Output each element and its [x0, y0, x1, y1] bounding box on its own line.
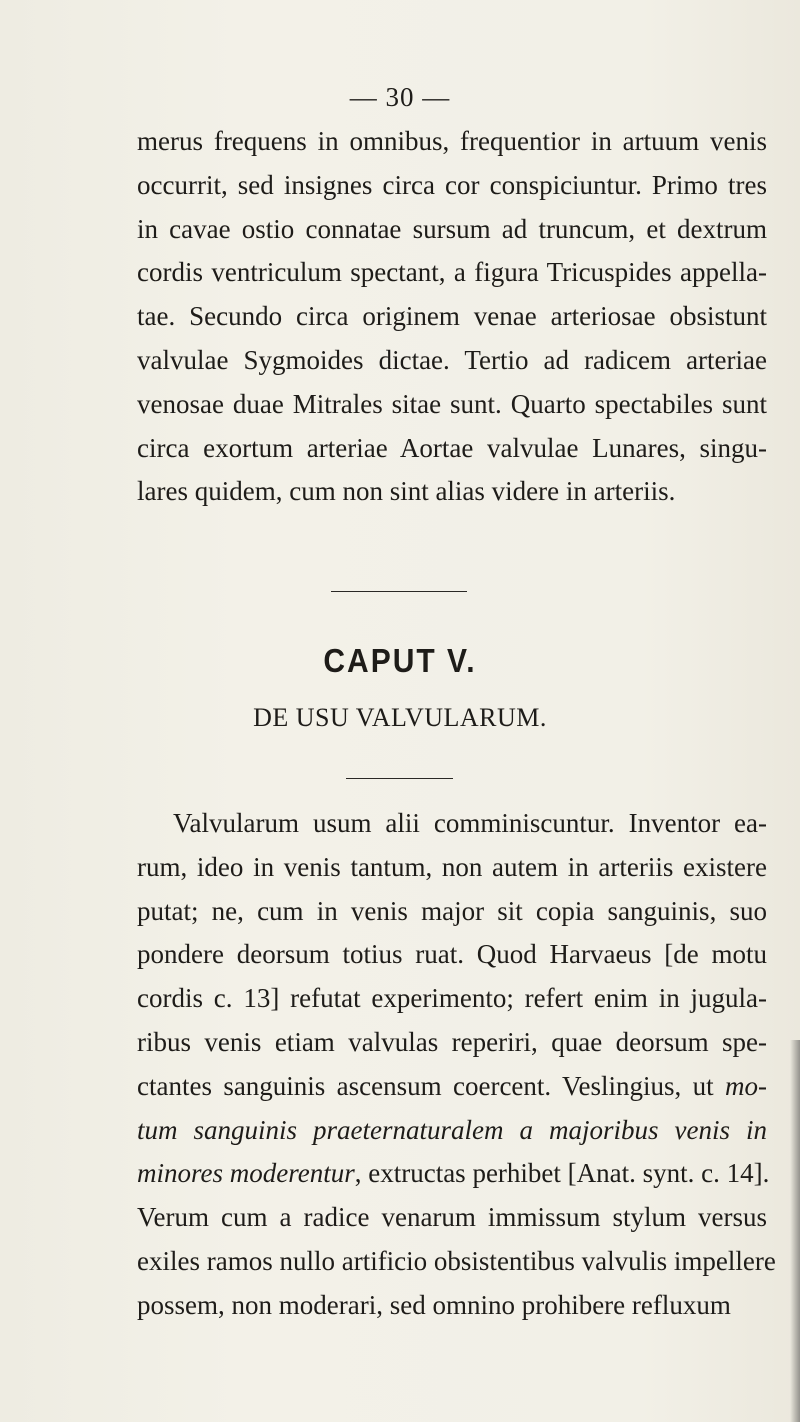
text-line: lares quidem, cum non sint alias videre in arteriis. — [137, 476, 676, 507]
text-run: , extructas perhibet [Anat. synt. c. 14]. — [354, 1158, 770, 1189]
text-line: merus frequens in omnibus, frequentior in artuum venis — [137, 126, 767, 156]
divider-rule-bottom — [346, 778, 453, 779]
paragraph-2 — [137, 802, 776, 1328]
italic-run: tum sanguinis praeternaturalem a majoribus venis in — [137, 1114, 767, 1145]
text-line: putat; ne, cum in venis major sit copia sanguinis, suo — [137, 895, 767, 926]
text-line: tae. Secundo circa originem venae arteriosae obsistunt — [137, 301, 767, 332]
italic-run: mo- — [725, 1070, 767, 1101]
text-line: rum, ideo in venis tantum, non autem in arteriis existere — [137, 851, 767, 882]
text-line: Verum cum a radice venarum immissum stylum versus — [137, 1202, 767, 1233]
text-line: cordis ventriculum spectant, a figura Tricuspides appella- — [137, 257, 767, 288]
text-line — [137, 1152, 770, 1196]
text-line — [137, 1065, 767, 1109]
text-line: venosae duae Mitrales sitae sunt. Quarto spectabiles sunt — [137, 388, 767, 419]
chapter-subtitle: DE USU VALVULARUM. — [253, 703, 547, 732]
text-line: circa exortum arteriae Aortae valvulae Lunares, singu- — [137, 432, 767, 463]
page-edge-shadow — [790, 1040, 800, 1422]
text-line: ribus venis etiam valvulas reperiri, quae deorsum spe- — [137, 1026, 767, 1057]
text-line: cordis c. 13] refutat experimento; refert enim in jugula- — [137, 983, 767, 1014]
text-line: possem, non moderari, sed omnino prohibere refluxum — [137, 1289, 731, 1320]
text-run: ctantes sanguinis ascensum coercent. Veslingius, ut — [137, 1070, 725, 1101]
text-line: valvulae Sygmoides dictae. Tertio ad radicem arteriae — [137, 344, 767, 375]
paragraph-1 — [137, 120, 767, 514]
text-line: occurrit, sed insignes circa cor conspiciuntur. Primo tres — [137, 169, 767, 200]
text-line: in cavae ostio connatae sursum ad truncum, et dextrum — [137, 213, 767, 244]
chapter-title: CAPUT V. — [323, 642, 477, 680]
text-line: exiles ramos nullo artificio obsistentibus valvulis impellere — [137, 1245, 776, 1276]
page-number: — 30 — — [349, 82, 451, 112]
text-line — [137, 1109, 767, 1153]
text-line: pondere deorsum totius ruat. Quod Harvaeus [de motu — [137, 939, 767, 970]
divider-rule-top — [331, 591, 467, 592]
italic-run: minores moderentur — [137, 1158, 355, 1189]
text-line: Valvularum usum alii comminiscuntur. Inventor ea- — [173, 808, 767, 838]
